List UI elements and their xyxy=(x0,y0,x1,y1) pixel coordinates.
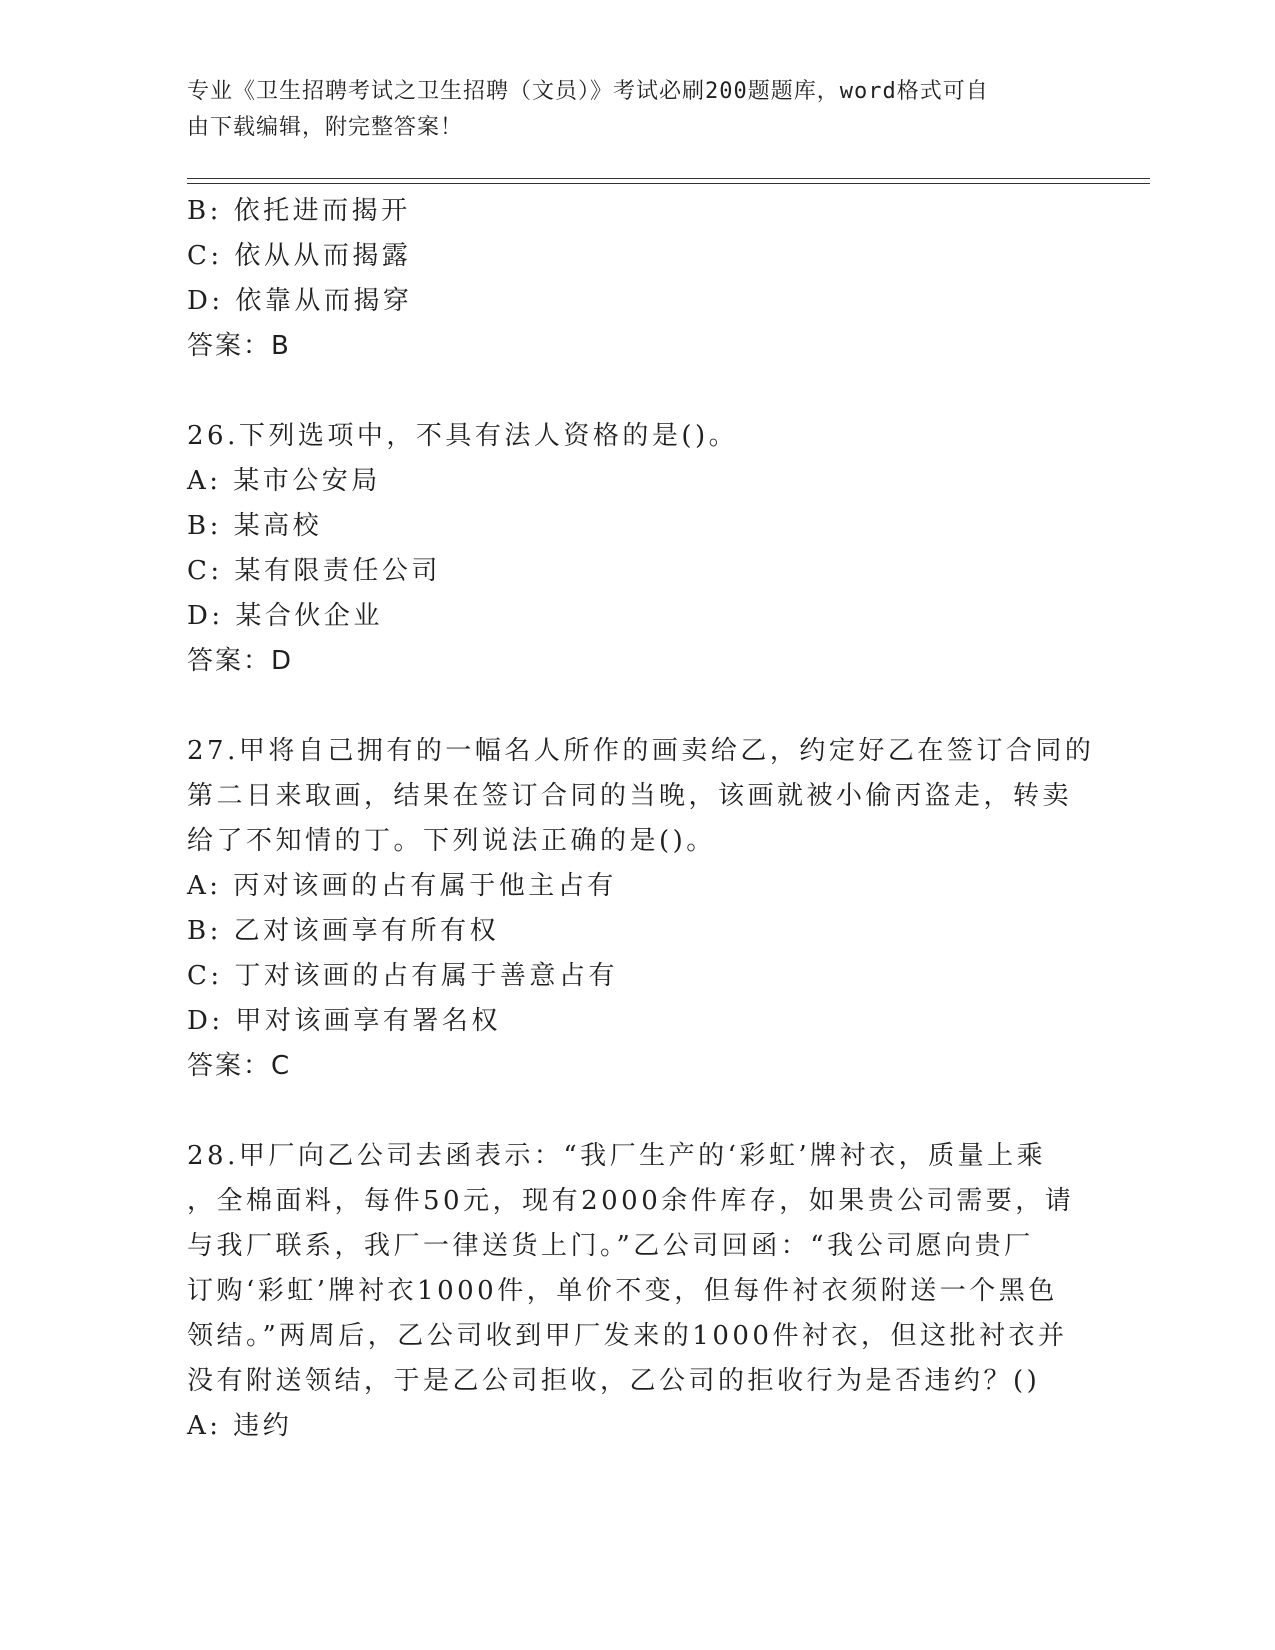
q28-stem-line-4: 订购‘彩虹’牌衬衣1000件，单价不变，但每件衬衣须附送一个黑色 xyxy=(187,1276,1058,1306)
header-line-2: 由下载编辑，附完整答案！ xyxy=(187,115,464,140)
header-divider-top xyxy=(187,178,1150,179)
q26-option-b: B: 某高校 xyxy=(187,511,323,541)
q26-stem: 26.下列选项中，不具有法人资格的是()。 xyxy=(187,421,739,451)
q28-stem-line-6: 没有附送领结，于是乙公司拒收，乙公司的拒收行为是否违约？() xyxy=(187,1366,1041,1396)
q27-stem-line-3: 给了不知情的丁。下列说法正确的是()。 xyxy=(187,826,716,856)
q25-option-d: D: 依靠从而揭穿 xyxy=(187,286,413,316)
q28-option-a: A: 违约 xyxy=(187,1411,293,1441)
q26-option-d: D: 某合伙企业 xyxy=(187,601,383,631)
q28-stem-line-3: 与我厂联系，我厂一律送货上门。”乙公司回函：“我公司愿向贵厂 xyxy=(187,1231,1034,1261)
q28-stem-line-1: 28.甲厂向乙公司去函表示：“我厂生产的‘彩虹’牌衬衣，质量上乘 xyxy=(187,1141,1047,1171)
q26-option-a: A: 某市公安局 xyxy=(187,466,381,496)
q27-answer: 答案：C xyxy=(187,1051,292,1081)
header-divider-bottom xyxy=(187,183,1150,184)
q26-option-c: C: 某有限责任公司 xyxy=(187,556,441,586)
header-line-1: 专业《卫生招聘考试之卫生招聘（文员）》考试必刷200题题库，word格式可自 xyxy=(187,79,989,104)
q27-option-b: B: 乙对该画享有所有权 xyxy=(187,916,500,946)
q25-answer: 答案：B xyxy=(187,331,291,361)
q25-option-b: B: 依托进而揭开 xyxy=(187,196,411,226)
q27-stem-line-1: 27.甲将自己拥有的一幅名人所作的画卖给乙，约定好乙在签订合同的 xyxy=(187,736,1095,766)
q28-stem-line-2: ，全棉面料，每件50元，现有2000余件库存，如果贵公司需要，请 xyxy=(187,1186,1075,1216)
q25-option-c: C: 依从从而揭露 xyxy=(187,241,412,271)
q27-stem-line-2: 第二日来取画，结果在签订合同的当晚，该画就被小偷丙盗走，转卖 xyxy=(187,781,1073,811)
q28-stem-line-5: 领结。”两周后，乙公司收到甲厂发来的1000件衬衣，但这批衬衣并 xyxy=(187,1321,1068,1351)
q27-option-a: A: 丙对该画的占有属于他主占有 xyxy=(187,871,617,901)
q27-option-d: D: 甲对该画享有署名权 xyxy=(187,1006,501,1036)
page-header xyxy=(187,74,1067,146)
q27-option-c: C: 丁对该画的占有属于善意占有 xyxy=(187,961,618,991)
q26-answer: 答案：D xyxy=(187,646,294,676)
